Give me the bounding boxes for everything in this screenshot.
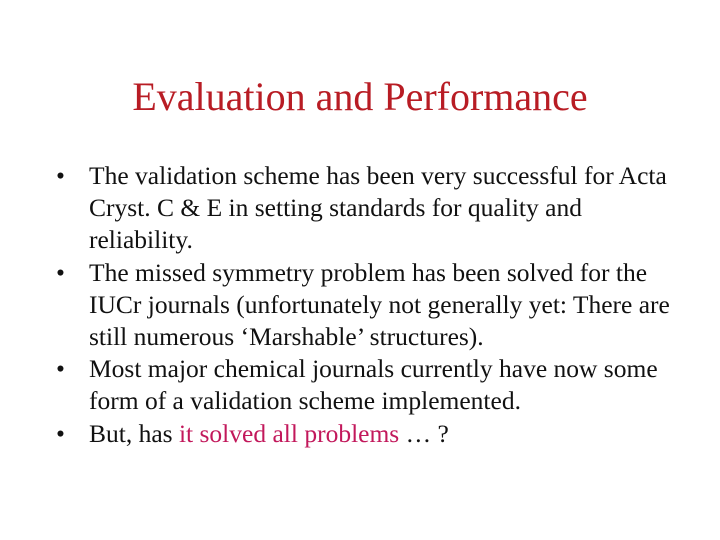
bullet-text: Most major chemical journals currently have now some form of a validation scheme implemented. [89,354,658,416]
bullet-text: The missed symmetry problem has been solved for the IUCr journals (unfortunately not generally yet: There are still numerous ‘Marshable’ structures). [89,257,670,352]
bullet-dot: • [56,354,65,384]
bullet-text-prefix: But, has [89,418,179,448]
bullet-list [56,160,686,450]
bullet-item [56,257,686,354]
bullet-item [56,353,686,417]
bullet-text: The validation scheme has been very successful for Acta Cryst. C & E in setting standards for quality and reliability. [89,161,667,255]
bullet-item [56,418,686,450]
highlighted-phrase: it solved all problems [178,418,400,448]
bullet-dot: • [56,418,65,448]
slide-title: Evaluation and Performance [132,74,588,119]
bullet-text-suffix: … ? [399,418,449,448]
bullet-item [56,160,686,257]
bullet-dot: • [56,257,65,287]
bullet-dot: • [56,161,65,190]
